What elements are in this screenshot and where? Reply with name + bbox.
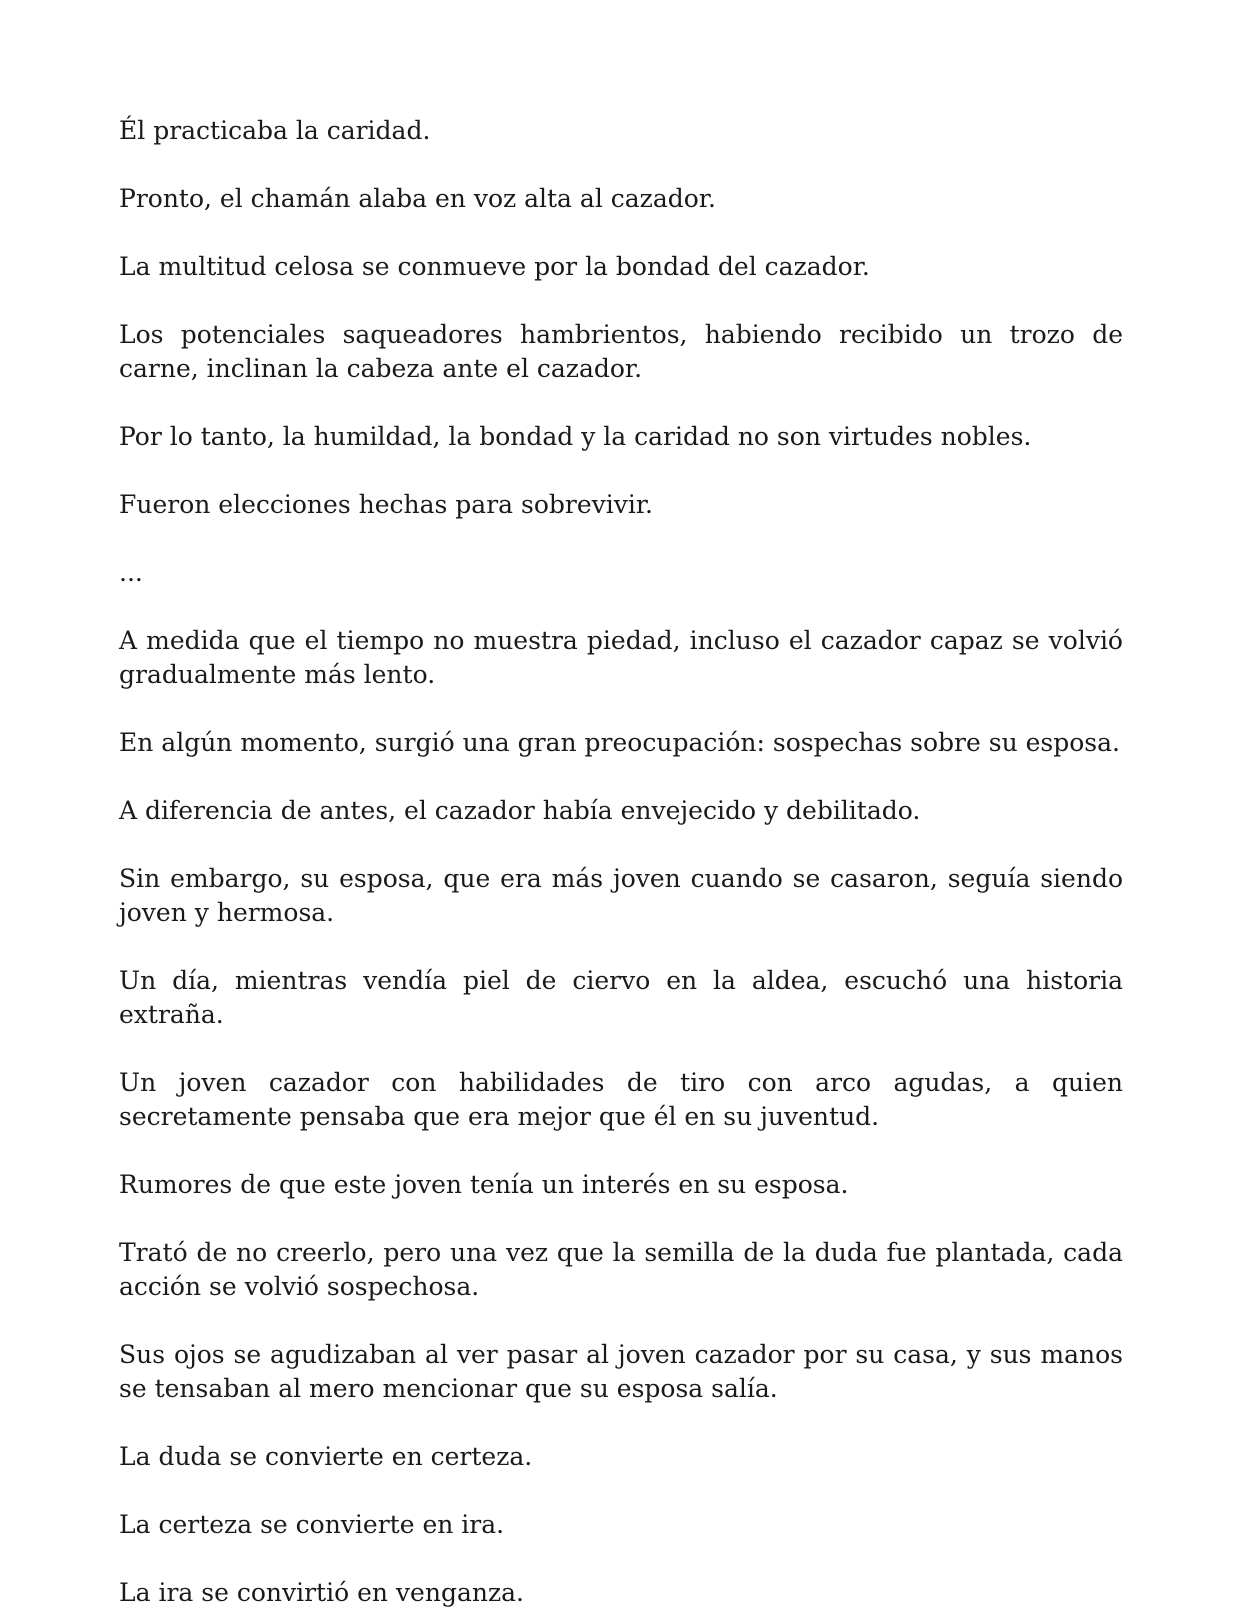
paragraph: Los potenciales saqueadores hambrientos, habiendo recibido un trozo de carne, inclinan la cabeza ante el cazador.: [119, 320, 1123, 383]
paragraph: En algún momento, surgió una gran preocupación: sospechas sobre su esposa.: [119, 728, 1120, 757]
paragraph: A diferencia de antes, el cazador había envejecido y debilitado.: [119, 796, 921, 825]
ellipsis-separator: ...: [119, 558, 143, 587]
paragraph: La ira se convirtió en venganza.: [119, 1578, 524, 1607]
paragraph: Rumores de que este joven tenía un interés en su esposa.: [119, 1170, 849, 1199]
paragraph: La certeza se convierte en ira.: [119, 1510, 505, 1539]
paragraph: Pronto, el chamán alaba en voz alta al cazador.: [119, 184, 716, 213]
paragraph: Sus ojos se agudizaban al ver pasar al joven cazador por su casa, y sus manos se tensaban al mero mencionar que su esposa salía.: [119, 1340, 1123, 1403]
paragraph: Sin embargo, su esposa, que era más joven cuando se casaron, seguía siendo joven y hermosa.: [119, 864, 1123, 927]
paragraph: Por lo tanto, la humildad, la bondad y la caridad no son virtudes nobles.: [119, 422, 1032, 451]
paragraph: Fueron elecciones hechas para sobrevivir.: [119, 490, 654, 519]
paragraph: La multitud celosa se conmueve por la bondad del cazador.: [119, 252, 870, 281]
paragraph: Un día, mientras vendía piel de ciervo en la aldea, escuchó una historia extraña.: [119, 966, 1123, 1029]
paragraph: Un joven cazador con habilidades de tiro con arco agudas, a quien secretamente pensaba que era mejor que él en su juventud.: [119, 1068, 1123, 1131]
document-body: [119, 114, 1123, 1610]
paragraph: La duda se convierte en certeza.: [119, 1442, 533, 1471]
paragraph: Trató de no creerlo, pero una vez que la semilla de la duda fue plantada, cada acción se volvió sospechosa.: [119, 1238, 1123, 1301]
paragraph: A medida que el tiempo no muestra piedad, incluso el cazador capaz se volvió gradualmente más lento.: [119, 626, 1123, 689]
paragraph: Él practicaba la caridad.: [119, 116, 431, 145]
